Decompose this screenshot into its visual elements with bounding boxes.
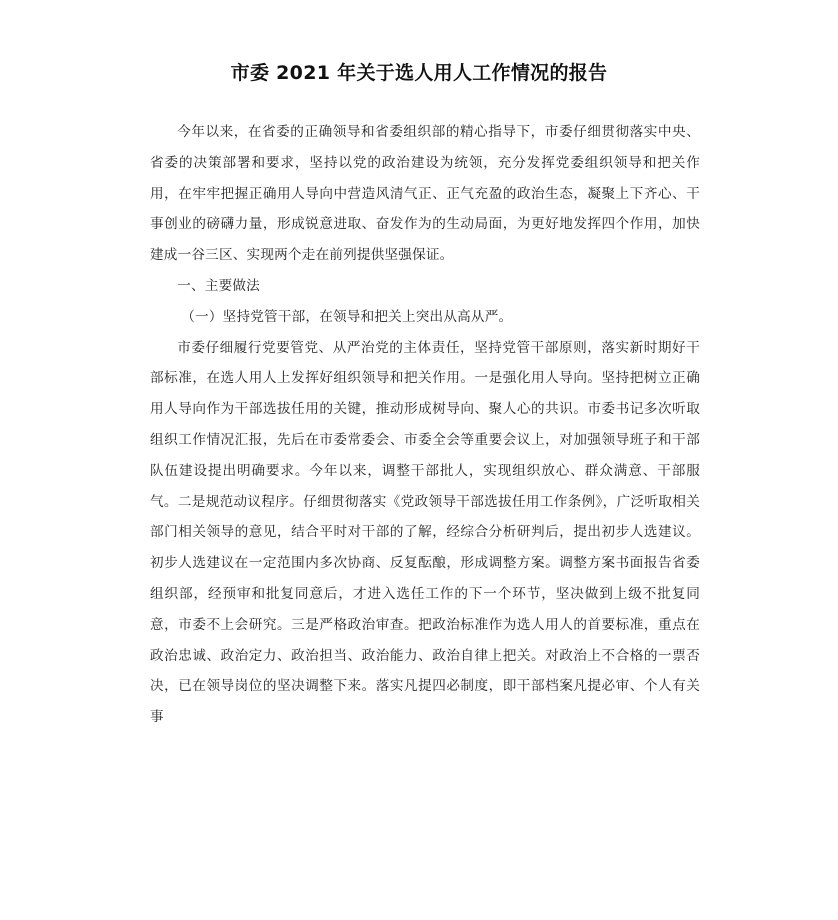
document-body	[150, 117, 700, 733]
intro-paragraph: 今年以来，在省委的正确领导和省委组织部的精心指导下，市委仔细贯彻落实中央、省委的决策部署和要求，坚持以党的政治建设为统领，充分发挥党委组织领导和把关作用，在牢牢把握正确用人导向中营造风清气正、正气充盈的政治生态，凝聚上下齐心、干事创业的磅礴力量，形成锐意进取、奋发作为的生动局面，为更好地发挥四个作用，加快建成一谷三区、实现两个走在前列提供坚强保证。	[150, 124, 700, 264]
body-paragraph: 市委仔细履行党要管党、从严治党的主体责任，坚持党管干部原则，落实新时期好干部标准，在选人用人上发挥好组织领导和把关作用。一是强化用人导向。坚持把树立正确用人导向作为干部选拔任用的关键，推动形成树导向、聚人心的共识。市委书记多次听取组织工作情况汇报，先后在市委常委会、市委全会等重要会议上，对加强领导班子和干部队伍建设提出明确要求。今年以来，调整干部批人，实现组织放心、群众满意、干部服气。二是规范动议程序。仔细贯彻落实《党政领导干部选拔任用工作条例》，广泛听取相关部门相关领导的意见，结合平时对干部的了解，经综合分析研判后，提出初步人选建议。初步人选建议在一定范围内多次协商、反复酝酿，形成调整方案。调整方案书面报告省委组织部，经预审和批复同意后，才进入选任工作的下一个环节，坚决做到上级不批复同意，市委不上会研究。三是严格政治审查。把政治标准作为选人用人的首要标准，重点在政治忠诚、政治定力、政治担当、政治能力、政治自律上把关。对政治上不合格的一票否决，已在领导岗位的坚决调整下来。落实凡提四必制度，即干部档案凡提必审、个人有关事	[150, 339, 700, 726]
subsection-heading: （一）坚持党管干部，在领导和把关上突出从高从严。	[181, 308, 513, 325]
document-title: 市委 2021 年关于选人用人工作情况的报告	[230, 62, 608, 84]
section-heading: 一、主要做法	[177, 277, 260, 294]
